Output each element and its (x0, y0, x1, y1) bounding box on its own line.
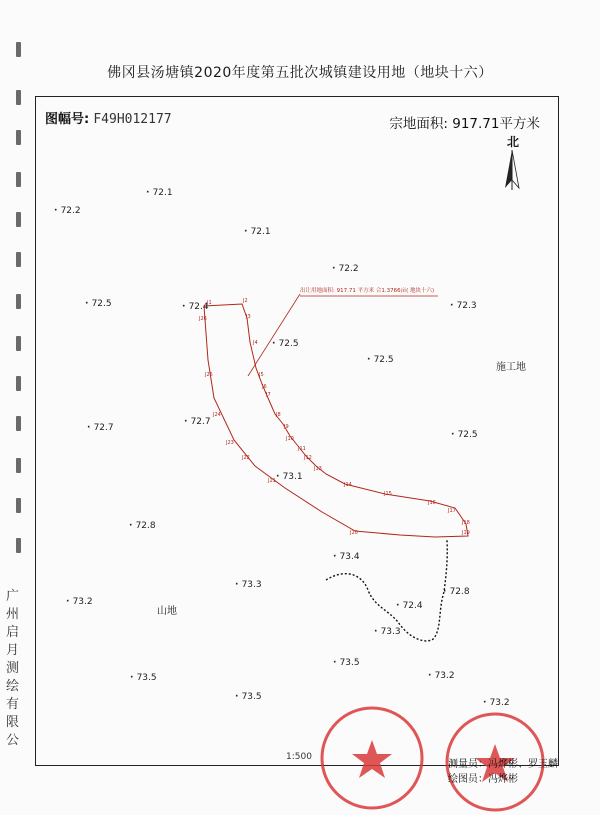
spot-elevation: · 72.5 (451, 430, 478, 440)
spot-elevation: · 72.8 (443, 587, 470, 597)
spot-elevation: · 73.4 (333, 552, 360, 562)
boundary-point-label: J10 (286, 436, 294, 442)
spot-elevation: · 72.2 (332, 264, 359, 274)
binding-char: 有 (6, 697, 20, 712)
spot-elevation: · 72.3 (450, 301, 477, 311)
boundary-point-label: J26 (199, 316, 207, 322)
terrain-label-mountain: 山地 (157, 606, 177, 617)
sheet-number-label: 图幅号: (45, 112, 90, 127)
boundary-point-label: J11 (298, 446, 306, 452)
spot-elevation: · 73.3 (235, 580, 262, 590)
boundary-point-label: J18 (462, 520, 470, 526)
boundary-point-label: J20 (350, 530, 358, 536)
binding-char: 月 (6, 643, 20, 658)
spot-elevation: · 73.5 (130, 673, 157, 683)
north-arrow-icon (505, 150, 519, 190)
spot-elevation: · 73.5 (333, 658, 360, 668)
spot-elevation: · 72.7 (87, 423, 114, 433)
boundary-point-label: J24 (213, 412, 221, 418)
sheet-number-value: F49H012177 (93, 112, 172, 127)
spot-elevation: · 73.2 (66, 597, 93, 607)
binding-char: 绘 (6, 679, 20, 694)
boundary-point-label: J6 (262, 384, 267, 390)
binding-char: 限 (6, 715, 20, 730)
north-label: 北 (507, 135, 520, 149)
map-title: 佛冈县汤塘镇2020年度第五批次城镇建设用地（地块十六） (107, 65, 493, 81)
boundary-point-label: J16 (428, 500, 436, 506)
spot-elevation: · 72.5 (367, 355, 394, 365)
boundary-point-label: J22 (242, 455, 250, 461)
binding-char: 州 (6, 607, 20, 622)
surveyor-credit: 测量员：冯烨彬、罗玉麟 (448, 759, 558, 770)
parcel-area-unit: 平方米 (499, 116, 540, 132)
spot-elevation: · 73.2 (428, 671, 455, 681)
boundary-point-label: J23 (226, 440, 234, 446)
boundary-point-label: J12 (304, 455, 312, 461)
binding-char: 启 (6, 625, 20, 640)
boundary-point-label: J9 (284, 424, 289, 430)
boundary-point-label: J19 (462, 530, 470, 536)
boundary-point-label: J7 (266, 392, 271, 398)
map-scale: 1:500 (286, 752, 312, 762)
company-stamp (322, 708, 422, 808)
spot-elevation: · 72.5 (85, 299, 112, 309)
spot-elevation: · 72.1 (244, 227, 271, 237)
terrain-label-construction: 施工地 (496, 362, 526, 373)
spot-elevation: · 72.4 (182, 302, 209, 312)
banner-leader-line (248, 294, 300, 376)
boundary-point-label: J2 (243, 298, 248, 304)
boundary-point-label: J5 (259, 372, 264, 378)
spot-elevation: · 72.7 (184, 417, 211, 427)
spot-elevation: · 72.4 (396, 601, 423, 611)
boundary-point-label: J8 (276, 412, 281, 418)
boundary-point-label: J14 (344, 482, 352, 488)
spot-elevation: · 73.1 (276, 472, 303, 482)
boundary-point-label: J15 (384, 491, 392, 497)
boundary-point-label: J3 (246, 314, 251, 320)
boundary-point-label: J21 (268, 478, 276, 484)
binding-char: 测 (6, 661, 20, 676)
binding-char: 广 (6, 589, 20, 604)
boundary-point-label: J1 (207, 300, 212, 306)
boundary-point-label: J13 (314, 466, 322, 472)
spot-elevation: · 73.5 (235, 692, 262, 702)
spot-elevation: · 72.5 (272, 339, 299, 349)
spot-elevation: · 73.3 (374, 627, 401, 637)
spot-elevation: · 72.2 (54, 206, 81, 216)
parcel-banner: 出让用地面积: 917.71 平方米 合1.3766亩( 地块十六) (300, 288, 435, 294)
boundary-point-label: J4 (253, 340, 258, 346)
parcel-area-label: 宗地面积: (389, 116, 448, 132)
spot-elevation: · 73.2 (483, 698, 510, 708)
binding-char: 公 (6, 733, 20, 748)
boundary-point-label: J25 (205, 372, 213, 378)
parcel-area-value: 917.71 (452, 116, 500, 132)
boundary-point-label: J17 (448, 508, 456, 514)
drafter-credit: 绘图员：冯烨彬 (448, 774, 518, 785)
spot-elevation: · 72.8 (129, 521, 156, 531)
spot-elevation: · 72.1 (146, 188, 173, 198)
